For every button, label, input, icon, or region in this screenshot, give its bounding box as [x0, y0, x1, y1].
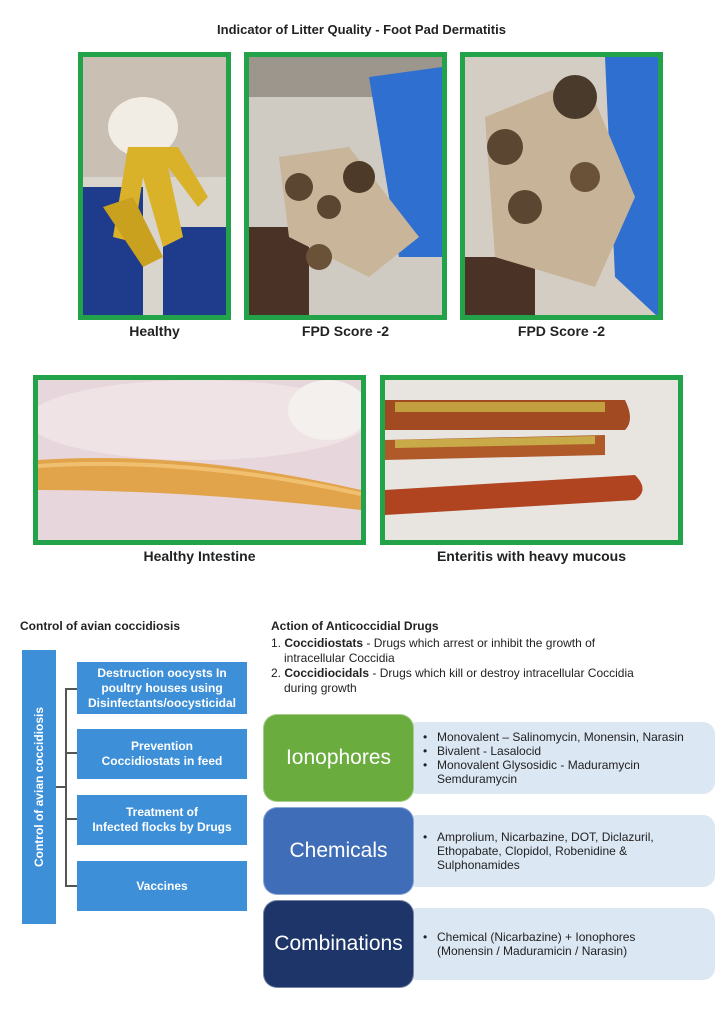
action-item-number: 1. — [271, 636, 282, 650]
connector-branch — [56, 786, 67, 788]
control-box-line: Coccidiostats in feed — [101, 754, 223, 768]
drug-list-item: • Monovalent Glysosidic - Maduramycin — [423, 758, 684, 772]
page-title: Indicator of Litter Quality - Foot Pad Dermatitis — [217, 22, 506, 37]
control-box-line: Treatment of — [125, 805, 198, 819]
drug-list-item: • Monovalent – Salinomycin, Monensin, Narasin — [423, 730, 684, 744]
control-box-prevention — [77, 729, 247, 779]
action-item-coccidiostats — [271, 636, 691, 651]
ionophores-panel — [405, 722, 715, 794]
action-item-term: Coccidiocidals — [284, 666, 370, 680]
caption-fpd-score-b: FPD Score -2 — [517, 323, 606, 339]
intestine-image — [38, 380, 361, 540]
drug-list-item-cont: Ethopabate, Clopidol, Robenidine & — [437, 844, 628, 858]
drug-list-item: • Chemical (Nicarbazine) + Ionophores — [423, 930, 635, 944]
control-box-treatment — [77, 795, 247, 845]
control-box-line: Infected flocks by Drugs — [92, 820, 232, 834]
connector-branch — [65, 818, 77, 820]
action-item-desc-cont: during growth — [284, 681, 357, 695]
connector-branch — [65, 688, 77, 690]
action-list — [271, 636, 691, 696]
action-item-desc: - Drugs which kill or destroy intracellular Coccidia — [369, 666, 634, 680]
chemicals-panel — [405, 815, 715, 887]
control-vertical-bar — [22, 650, 56, 924]
drug-list-item: • Amprolium, Nicarbazine, DOT, Diclazuril, — [423, 830, 654, 844]
chemicals-pill: Chemicals — [263, 807, 414, 895]
control-box-vaccines — [77, 861, 247, 911]
photo-healthy-intestine — [33, 375, 366, 545]
photo-healthy-foot — [78, 52, 231, 320]
photo-enteritis — [380, 375, 683, 545]
control-heading: Control of avian coccidiosis — [20, 619, 181, 633]
control-box-line: poultry houses using — [101, 680, 223, 695]
connector-branch — [65, 752, 77, 754]
action-item-number: 2. — [271, 666, 282, 680]
control-box-destruction — [77, 662, 247, 714]
connector-branch — [65, 885, 77, 887]
drug-list-item: • Bivalent - Lasalocid — [423, 744, 684, 758]
action-item-term: Coccidiostats — [284, 636, 364, 650]
combinations-panel — [405, 908, 715, 980]
ionophores-pill: Ionophores — [263, 714, 414, 802]
caption-fpd-score-a: FPD Score -2 — [301, 323, 390, 339]
photo-fpd-score-b — [460, 52, 663, 320]
fpd-foot-image — [249, 57, 442, 315]
healthy-foot-image — [83, 57, 226, 315]
drug-list-item-cont: Semduramycin — [437, 772, 518, 786]
drug-list-item-cont: (Monensin / Maduramicin / Narasin) — [437, 944, 628, 958]
enteritis-image — [385, 380, 678, 540]
control-box-line: Prevention — [130, 739, 193, 753]
control-box-line: Vaccines — [136, 878, 188, 893]
photo-fpd-score-a — [244, 52, 447, 320]
control-vertical-label: Control of avian coccidiosis — [32, 706, 46, 868]
drug-list-item-cont: Sulphonamides — [437, 858, 520, 872]
caption-healthy-intestine: Healthy Intestine — [143, 548, 256, 564]
combinations-pill: Combinations — [263, 900, 414, 988]
action-item-coccidiocidals — [271, 666, 691, 681]
fpd-foot-image — [465, 57, 658, 315]
action-item-desc-cont: intracellular Coccidia — [284, 651, 395, 665]
action-item-desc: - Drugs which arrest or inhibit the growth of — [363, 636, 596, 650]
action-heading: Action of Anticoccidial Drugs — [271, 619, 439, 633]
control-box-line: Disinfectants/oocysticidal — [87, 695, 237, 710]
caption-enteritis: Enteritis with heavy mucous — [436, 548, 627, 564]
control-box-line: Destruction oocysts In — [97, 665, 227, 680]
caption-healthy: Healthy — [129, 323, 180, 339]
